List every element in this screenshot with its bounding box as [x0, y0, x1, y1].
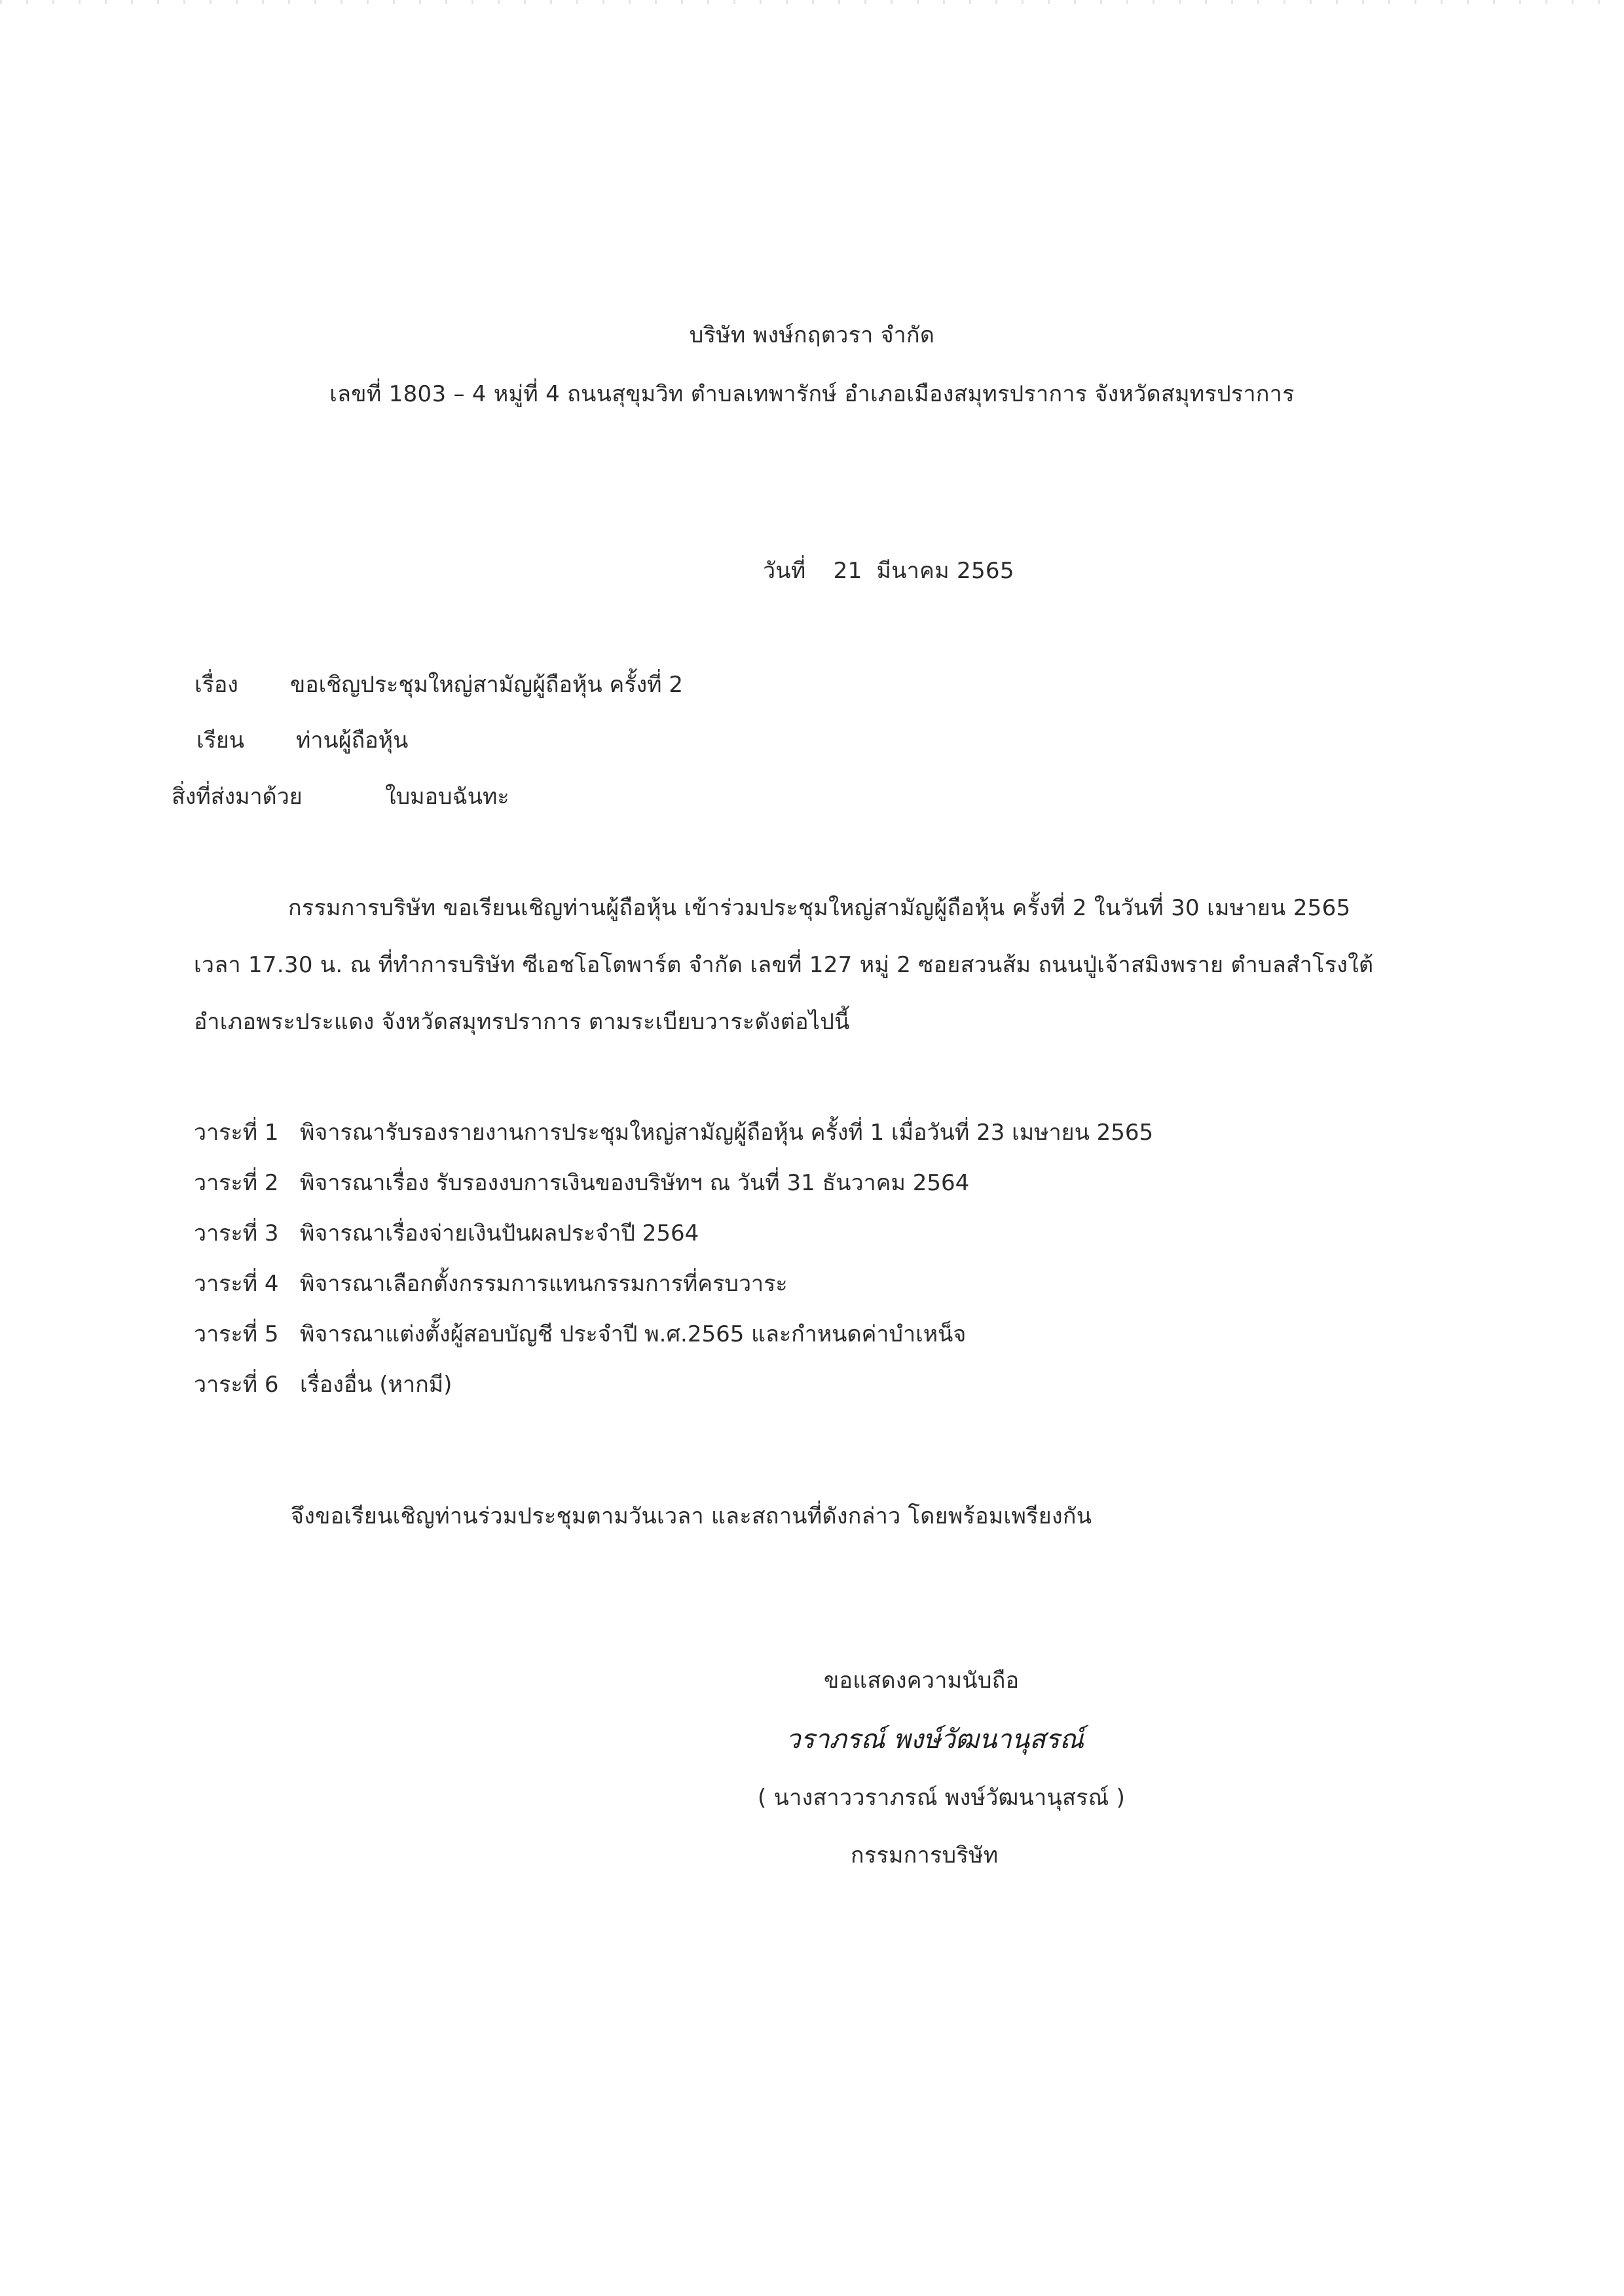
agenda-item — [194, 1319, 966, 1350]
agenda-text: พิจารณาเรื่องจ่ายเงินปันผลประจำปี 2564 — [300, 1220, 699, 1247]
letter-date — [763, 555, 1014, 587]
agenda-number: วาระที่ 1 — [194, 1120, 279, 1146]
agenda-item — [194, 1268, 788, 1300]
subject-value: ขอเชิญประชุมใหญ่สามัญผู้ถือหุ้น ครั้งที่ 2 — [290, 672, 683, 698]
handwritten-signature: วราภรณ์ พงษ์วัฒนานุสรณ์ — [786, 1724, 1084, 1755]
agenda-item — [194, 1218, 699, 1249]
agenda-text: พิจารณาเรื่อง รับรองงบการเงินของบริษัทฯ ณ วันที่ 31 ธันวาคม 2564 — [300, 1170, 970, 1196]
recipient-label: เรียน — [196, 727, 245, 754]
agenda-text: พิจารณาเลือกตั้งกรรมการแทนกรรมการที่ครบวาระ — [300, 1271, 788, 1297]
signer-printed-name: ( นางสาววราภรณ์ พงษ์วัฒนานุสรณ์ ) — [758, 1785, 1126, 1811]
agenda-number: วาระที่ 3 — [194, 1220, 279, 1247]
subject-label: เรื่อง — [194, 672, 238, 698]
agenda-number: วาระที่ 5 — [194, 1321, 279, 1347]
agenda-text: เรื่องอื่น (หากมี) — [300, 1372, 452, 1398]
body-paragraph-line-2: เวลา 17.30 น. ณ ที่ทำการบริษัท ซีเอชโอโตพาร์ต จำกัด เลขที่ 127 หมู่ 2 ซอยสวนส้ม ถนนปู่เจ้าสมิงพราย ตำบลสำโรงใต้ — [194, 952, 1374, 978]
body-paragraph-line-1: กรรมการบริษัท ขอเรียนเชิญท่านผู้ถือหุ้น เข้าร่วมประชุมใหญ่สามัญผู้ถือหุ้น ครั้งที่ 2 ในวันที่ 30 เมษายน 2565 — [288, 895, 1351, 921]
agenda-number: วาระที่ 4 — [194, 1271, 279, 1297]
closing-sentence: จึงขอเรียนเชิญท่านร่วมประชุมตามวันเวลา และสถานที่ดังกล่าว โดยพร้อมเพรียงกัน — [291, 1503, 1092, 1529]
date-month-year: มีนาคม 2565 — [876, 558, 1014, 584]
date-day: 21 — [833, 558, 862, 584]
agenda-number: วาระที่ 2 — [194, 1170, 279, 1196]
recipient-value: ท่านผู้ถือหุ้น — [296, 727, 409, 754]
company-address: เลขที่ 1803 – 4 หมู่ที่ 4 ถนนสุขุมวิท ตำบลเทพารักษ์ อำเภอเมืองสมุทรปราการ จังหวัดสมุทรปราการ — [329, 381, 1295, 407]
company-name: บริษัท พงษ์กฤตวรา จำกัด — [689, 322, 935, 348]
agenda-text: พิจารณาแต่งตั้งผู้สอบบัญชี ประจำปี พ.ศ.2565 และกำหนดค่าบำเหน็จ — [300, 1321, 967, 1347]
agenda-text: พิจารณารับรองรายงานการประชุมใหญ่สามัญผู้ถือหุ้น ครั้งที่ 1 เมื่อวันที่ 23 เมษายน 2565 — [300, 1120, 1154, 1146]
agenda-item — [194, 1117, 1153, 1148]
body-paragraph-line-3: อำเภอพระประแดง จังหวัดสมุทรปราการ ตามระเบียบวาระดังต่อไปนี้ — [194, 1009, 850, 1035]
enclosure-label: สิ่งที่ส่งมาด้วย — [172, 784, 303, 810]
agenda-number: วาระที่ 6 — [194, 1372, 279, 1398]
scan-edge-artifact — [0, 0, 1624, 4]
signer-title: กรรมการบริษัท — [851, 1842, 999, 1868]
date-label: วันที่ — [763, 558, 806, 584]
agenda-item — [194, 1167, 969, 1199]
regards-line: ขอแสดงความนับถือ — [824, 1667, 1020, 1694]
enclosure-value: ใบมอบฉันทะ — [385, 784, 509, 810]
agenda-item — [194, 1369, 452, 1400]
